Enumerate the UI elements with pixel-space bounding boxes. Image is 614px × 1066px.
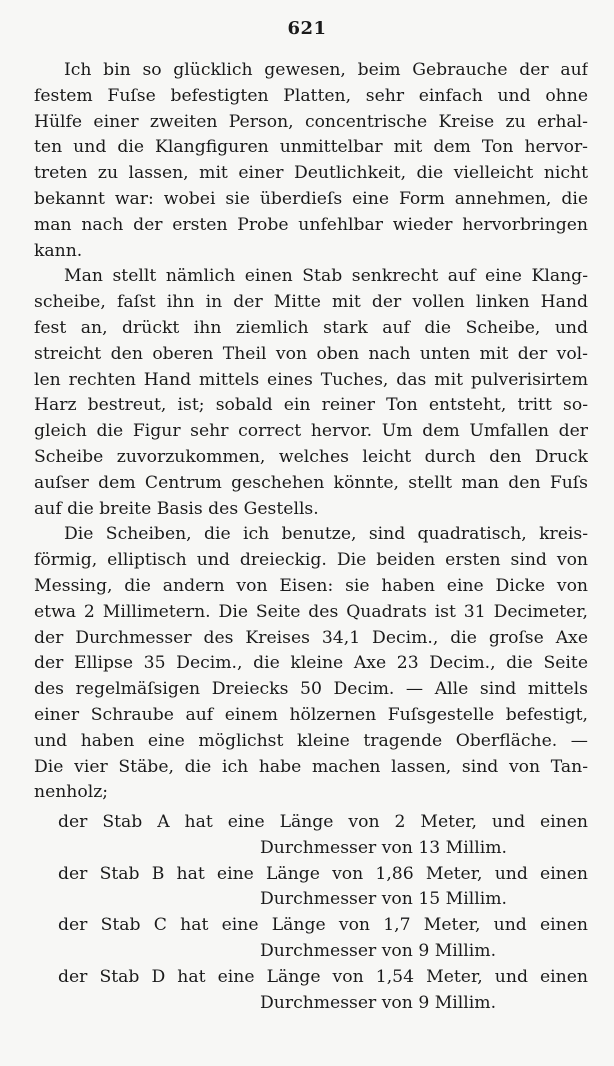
rod-entry [34,810,588,862]
text-line: Die Scheiben, die ich benutze, sind quadratisch, kreis- [64,524,588,545]
text-line: treten zu lassen, mit einer Deutlichkeit, die vielleicht nicht [34,163,588,184]
text-line: förmig, elliptisch und dreieckig. Die beiden ersten sind von [34,550,588,571]
text-line: auſser dem Centrum geschehen könnte, stellt man den Fuſs [34,472,588,493]
rod-diameter: Durchmesser von 15 Millim. [260,889,507,910]
text-line: einer Schraube auf einem hölzernen Fuſsgestelle befestigt, [34,704,588,725]
text-line: Hülfe einer zweiten Person, concentrische Kreise zu erhal- [34,111,588,132]
text-line: festem Fuſse befestigten Platten, sehr einfach und ohne [34,85,588,106]
rod-length: der Stab C hat eine Länge von 1,7 Meter, und einen [58,915,588,936]
text-line: kann. [34,240,83,261]
paragraph [34,264,588,522]
text-line: Messing, die andern von Eisen: sie haben eine Dicke von [34,575,588,596]
text-line: und haben eine möglichst kleine tragende Oberfläche. — [34,730,588,751]
text-line: streicht den oberen Theil von oben nach unten mit der vol- [34,343,588,364]
rod-diameter: Durchmesser von 9 Millim. [260,992,497,1013]
rod-entry [34,862,588,914]
text-line: nenholz; [34,782,109,803]
text-line: gleich die Figur sehr correct hervor. Um dem Umfallen der [34,421,588,442]
rod-list [34,810,588,1016]
paragraph [34,58,588,264]
page-number: 621 [287,18,327,39]
text-line: man nach der ersten Probe unfehlbar wieder hervorbringen [34,214,588,235]
text-line: Harz bestreut, ist; sobald ein reiner Ton entsteht, tritt so- [34,395,588,416]
text-line: fest an, drückt ihn ziemlich stark auf die Scheibe, und [34,317,588,338]
text-line: etwa 2 Millimetern. Die Seite des Quadrats ist 31 Decimeter, [34,601,588,622]
rod-diameter: Durchmesser von 13 Millim. [260,837,507,858]
text-line: auf die breite Basis des Gestells. [34,498,319,519]
rod-length: der Stab A hat eine Länge von 2 Meter, und einen [58,812,588,832]
rod-entry [34,913,588,965]
text-line: des regelmäſsigen Dreiecks 50 Decim. — Alle sind mittels [34,679,588,700]
text-line: Die vier Stäbe, die ich habe machen lassen, sind von Tan- [34,756,588,777]
text-line: ten und die Klangfiguren unmittelbar mit dem Ton hervor- [34,137,588,158]
text-line: Scheibe zuvorzukommen, welches leicht durch den Druck [34,446,588,467]
text-line: der Durchmesser des Kreises 34,1 Decim., die groſse Axe [34,627,588,648]
rod-length: der Stab B hat eine Länge von 1,86 Meter, und einen [58,863,588,884]
text-line: Man stellt nämlich einen Stab senkrecht auf eine Klang- [64,266,588,287]
paragraph [34,522,588,806]
rod-length: der Stab D hat eine Länge von 1,54 Meter, und einen [58,966,588,987]
body-text [34,58,588,806]
rod-entry [34,965,588,1017]
text-line: der Ellipse 35 Decim., die kleine Axe 23 Decim., die Seite [34,653,588,674]
text-line: Ich bin so glücklich gewesen, beim Gebrauche der auf [64,60,588,80]
text-line: scheibe, faſst ihn in der Mitte mit der vollen linken Hand [34,292,588,313]
text-line: len rechten Hand mittels eines Tuches, das mit pulverisirtem [34,369,588,390]
rod-diameter: Durchmesser von 9 Millim. [260,940,497,961]
text-line: bekannt war: wobei sie überdieſs eine Form annehmen, die [34,188,588,209]
